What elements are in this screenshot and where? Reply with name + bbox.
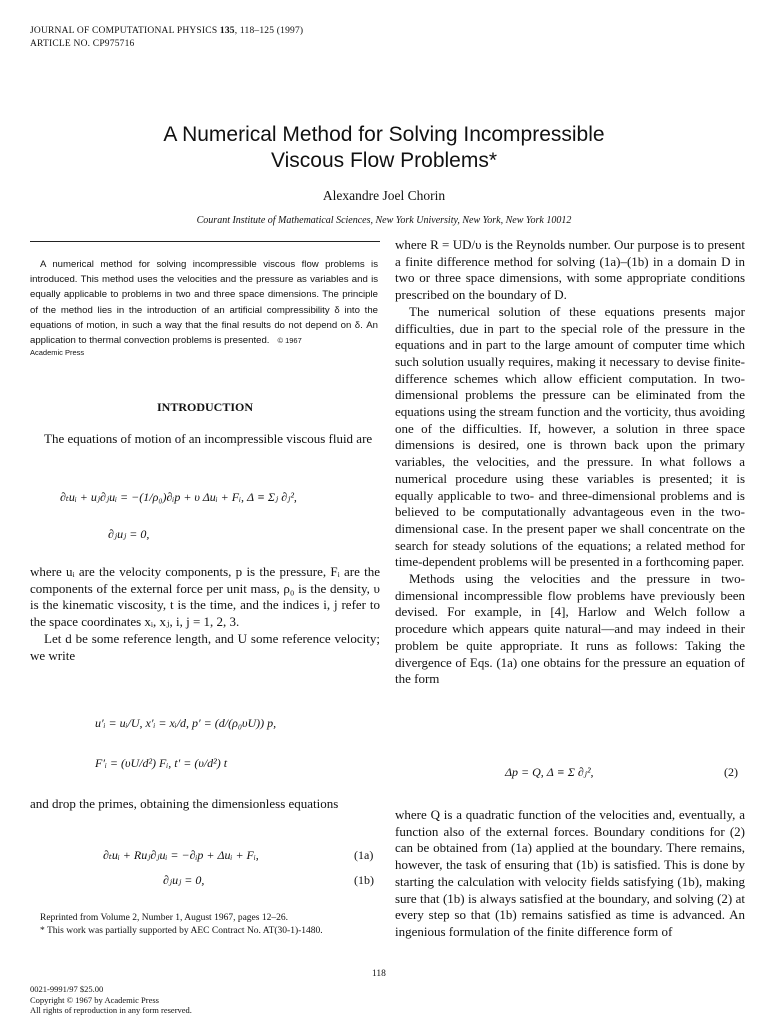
abstract-copyright: © 1967 <box>277 336 302 346</box>
right-column-upper <box>395 237 745 688</box>
equation-1b-number: (1b) <box>354 873 374 887</box>
page-number: 118 <box>372 969 386 979</box>
article-number: ARTICLE NO. CP975716 <box>30 39 135 49</box>
journal-volume: 135 <box>219 26 235 36</box>
journal-header <box>30 25 303 51</box>
left-paragraph-2: where uᵢ are the velocity components, p is the pressure, Fᵢ are the components of the external force per unit mass, ρ₀ is the density, υ is the kinematic viscosity, t is the time, and the indices i, j refer to the space coordinates xᵢ, xⱼ, i, j = 1, 2, 3. Let d be some reference length, and U some reference velocity; we write <box>30 564 380 663</box>
right-paragraph-4: where Q is a quadratic function of the velocities and, eventually, a function also of the external forces. Boundary conditions for (2) can be obtained from (1a) applied at the boundary. There remains, however, the task of ensuring that (1b) is satisfied. This is done by starting the calculation with velocity fields satisfying (1b), making sure that (1b) is always satisfied at the boundary, and solving (2) at every step so that (1b) remains satisfied as time is advanced. An ingenious formulation of the finite difference form of <box>395 807 745 939</box>
equation-2-number: (2) <box>724 765 738 779</box>
equation-scaling-2: F′ᵢ = (υU/d²) Fᵢ, t′ = (υ/d²) t <box>95 756 228 770</box>
paper-title: A Numerical Method for Solving Incompressible Viscous Flow Problems* <box>163 123 605 172</box>
abstract: A numerical method for solving incompressible viscous flow problems is introduced. This method uses the velocities and the pressure as variables and is equally applicable to problems in two and three space dimensions. The principle of the method lies in the introduction of an artificial compressibility δ into the equations of motion, in such a way that the final results do not depend on δ. An application to thermal convection problems is presented. © 1967 Academic Press <box>30 259 378 358</box>
right-paragraph-2: The numerical solution of these equations presents major difficulties, due in part to the special role of the pressure in the equations and in part to the large amount of computer time which such solution usually requires, making it necessary to devise finite-difference schemes which allow efficient computation. In two-dimensional problems the pressure can be eliminated from the equations using the stream function and the vorticity, thus avoiding one of the difficulties. If, however, a solution in three space dimensions is desired, one is thrown back upon the primary variables, the velocities, and the pressure. In what follows a numerical procedure using these variables is presented; it is equally applicable to two- and three-dimensional problems and is believed to be computationally advantageous even in the two-dimensional case. In the present paper we shall concentrate on the search for steady solutions of the equations; a related method for time-dependent problems will be presented in a forthcoming paper. <box>395 303 745 570</box>
equation-1b: ∂ⱼuⱼ = 0, <box>163 873 205 887</box>
section-heading: INTRODUCTION <box>156 400 253 414</box>
equation-1a-number: (1a) <box>354 848 374 862</box>
right-paragraph-3: Methods using the velocities and the pressure in two-dimensional incompressible flow problems have previously been devised. For example, in [4], Harlow and Welch follow a procedure which appears quite natural—and may indeed in their problem be quite appropriate. It runs as follows: Taking the divergence of Eqs. (1a) one obtains for the pressure an equation of the form <box>395 571 745 687</box>
right-paragraph-1: where R = UD/υ is the Reynolds number. Our purpose is to present a finite difference method for solving (1a)–(1b) in a domain D in two or three space dimensions, with some appropriate conditions prescribed on the boundary of D. <box>395 237 745 303</box>
equation-1a: ∂ₜuᵢ + Ruⱼ∂ⱼuᵢ = −∂ᵢp + Δuᵢ + Fᵢ, <box>103 848 259 862</box>
abstract-publisher: Academic Press <box>30 348 85 358</box>
author-affiliation: Courant Institute of Mathematical Sciences, New York University, New York, New York 10012 <box>196 215 572 226</box>
equation-2: Δp = Q, Δ ≡ Σ ∂ⱼ², <box>505 765 594 779</box>
equation-1-momentum: ∂ₜuᵢ + uⱼ∂ⱼuᵢ = −(1/ρ₀)∂ᵢp + υ Δuᵢ + Fᵢ, Δ ≡ Σⱼ ∂ⱼ², <box>60 490 297 504</box>
footnote: Reprinted from Volume 2, Number 1, August 1967, pages 12–26. * This work was partially supported by AEC Contract No. AT(30-1)-1480. <box>40 913 323 936</box>
right-column-lower <box>395 807 745 941</box>
journal-line: JOURNAL OF COMPUTATIONAL PHYSICS 135, 118–125 (1997) <box>30 26 304 36</box>
left-paragraph-4: and drop the primes, obtaining the dimensionless equations <box>30 796 339 811</box>
left-paragraph-1: The equations of motion of an incompressible viscous fluid are <box>44 431 373 446</box>
equation-scaling-1: u′ᵢ = uᵢ/U, x′ᵢ = xᵢ/d, p′ = (d/(ρ₀υU)) p, <box>95 716 277 730</box>
equation-1-continuity: ∂ⱼuⱼ = 0, <box>108 527 150 541</box>
copyright-block: 0021-9991/97 $25.00 Copyright © 1967 by Academic Press All rights of reproduction in any form reserved. <box>30 984 192 1015</box>
author-name: Alexandre Joel Chorin <box>322 188 446 203</box>
abstract-divider <box>30 241 380 242</box>
